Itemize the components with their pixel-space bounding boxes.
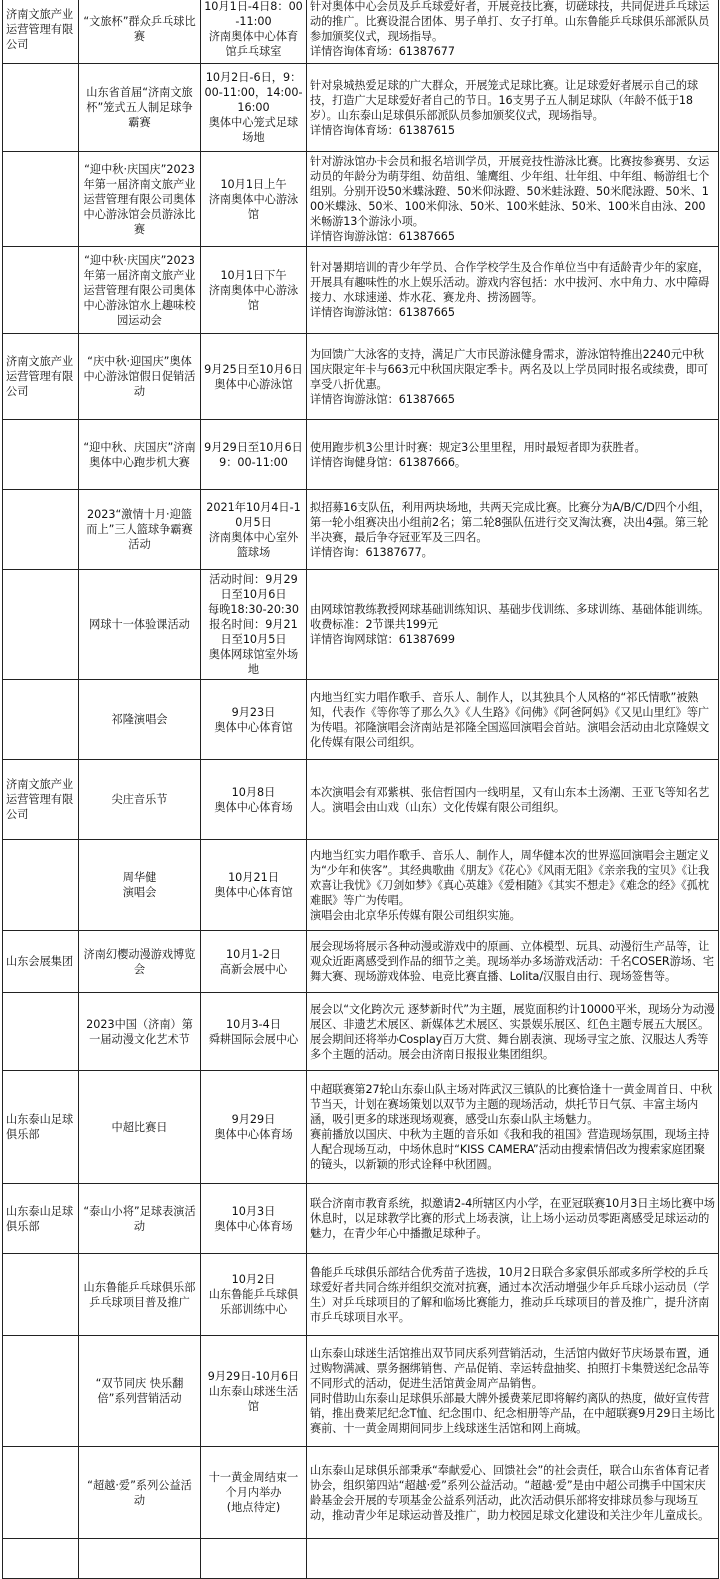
organizer-cell	[3, 64, 79, 152]
event-time-place-cell: 2021年10月4日-10月5日 济南奥体中心室外篮球场	[201, 490, 307, 570]
event-name-cell: 2023中国（济南）第一届动漫文化艺术节	[79, 993, 201, 1071]
event-time-place-cell: 10月1日-4日8：00-11:00 济南奥体中心体育馆乒乓球室	[201, 0, 307, 64]
organizer-cell: 山东会展集团	[3, 931, 79, 993]
table-row	[3, 760, 719, 840]
events-table-body	[3, 0, 719, 1579]
event-name-cell: 2023“激情十月·迎篮而上”三人篮球争霸赛活动	[79, 490, 201, 570]
table-row	[3, 152, 719, 247]
event-description-cell: 联合济南市教育系统，拟邀请2-4所辖区内小学，在亚冠联赛10月3日主场比赛中场休息时，以足球教学比赛的形式上场表演，让上场小运动员零距离感受足球运动的魅力，在青少年心中播撒足球种子。	[307, 1184, 719, 1254]
event-name-cell	[79, 1539, 201, 1579]
table-row	[3, 680, 719, 760]
table-row	[3, 1447, 719, 1539]
organizer-cell	[3, 490, 79, 570]
event-time-place-cell: 10月1日下午 济南奥体中心游泳馆	[201, 247, 307, 334]
event-description-cell: 山东泰山足球俱乐部秉承“奉献爱心、回馈社会”的社会责任，联合山东省体育记者协会，组织第四站“超越·爱”系列公益活动。“超越·爱”是由中超公司携手中国宋庆龄基金会开展的专项基金公益系列活动，此次活动俱乐部将安排球员参与现场互动，推动青少年足球运动普及推广，助力校园足球文化建设和关注少年儿童成长。	[307, 1447, 719, 1539]
organizer-cell: 济南文旅产业运营管理有限公司	[3, 0, 79, 64]
table-row	[3, 1071, 719, 1184]
event-description-cell: 中超联赛第27轮山东泰山队主场对阵武汉三镇队的比赛恰逢十一黄金周首日、中秋节当天，计划在赛场策划以双节为主题的现场活动，烘托节日气氛、丰富主场内涵，吸引更多的球迷现场观赛，感受山东泰山队主场魅力。 赛前播放以国庆、中秋为主题的音乐如《我和我的祖国》营造现场氛围，现场主持人配合现场互动，中场休息时“KISS CAMERA”活动由搜索情侣改为搜索家庭团聚的镜头，以新颖的形式诠释中秋团圆。	[307, 1071, 719, 1184]
organizer-cell	[3, 1447, 79, 1539]
organizer-cell	[3, 840, 79, 931]
table-row	[3, 931, 719, 993]
event-description-cell: 内地当红实力唱作歌手、音乐人、制作人，周华健本次的世界巡回演唱会主题定义为“少年和侠客”。其经典歌曲《朋友》《花心》《风雨无阻》《亲亲我的宝贝》《让我欢喜让我忧》《刀剑如梦》《真心英雄》《爱相随》《其实不想走》《难念的经》《孤枕难眠》等广为传唱。 演唱会由北京华乐传媒有限公司组织实施。	[307, 840, 719, 931]
event-name-cell: “迎中秋·庆国庆”2023年第一届济南文旅产业运营管理有限公司奥体中心游泳馆水上趣味校园运动会	[79, 247, 201, 334]
table-row	[3, 490, 719, 570]
table-row	[3, 993, 719, 1071]
organizer-cell	[3, 993, 79, 1071]
event-time-place-cell: 10月3日 奥体中心体育场	[201, 1184, 307, 1254]
event-description-cell: 鲁能乒乓球俱乐部结合优秀苗子选拔，10月2日联合多家俱乐部或多所学校的乒乓球爱好者共同合练并组织交流对抗赛，通过本次活动增强少年乒乓球小运动员（学生）对乒乓球项目的了解和临场比赛能力，推动乒乓球项目的普及推广，提升济南市乒乓球项目水平。	[307, 1254, 719, 1336]
event-description-cell: 针对泉城热爱足球的广大群众，开展笼式足球比赛。让足球爱好者展示自己的球技，打造广大足球爱好者自己的节日。16支男子五人制足球队（年龄不低于18岁）。山东泰山足球俱乐部派队员参加颁奖仪式，现场指导。 详情咨询体育场：61387615	[307, 64, 719, 152]
table-row	[3, 1336, 719, 1447]
event-time-place-cell: 9月29日 奥体中心体育场	[201, 1071, 307, 1184]
event-description-cell: 拟招募16支队伍，利用两块场地，共两天完成比赛。比赛分为A/B/C/D四个小组，第一轮小组赛决出小组前2名；第二轮8强队伍进行交叉淘汰赛，决出4强。第三轮半决赛，最后争夺冠亚军及三四名。 详情咨询：61387677。	[307, 490, 719, 570]
table-row	[3, 1539, 719, 1579]
event-description-cell: 展会以“文化跨次元 逐梦新时代”为主题，展览面积约计10000平米，现场分为动漫展区、非遗艺术展区、新媒体艺术展区、实景娱乐展区、红色主题专展五大展区。展会期间还将举办Cosplay百万大赏、舞台剧表演、现场寻宝之旅、汉服达人秀等多个主题的活动。展会由济南日报报业集团组织。	[307, 993, 719, 1071]
event-description-cell: 本次演唱会有邓紫棋、张信哲国内一线明星，又有山东本土汤潮、王亚飞等知名艺人。演唱会由山戏（山东）文化传媒有限公司组织。	[307, 760, 719, 840]
event-name-cell: 祁隆演唱会	[79, 680, 201, 760]
event-time-place-cell: 9月29日至10月6日 9：00-11:00	[201, 420, 307, 490]
organizer-cell	[3, 1539, 79, 1579]
event-name-cell: “文旅杯”群众乒乓球比赛	[79, 0, 201, 64]
event-time-place-cell: 10月1日上午 济南奥体中心游泳馆	[201, 152, 307, 247]
event-description-cell: 针对游泳馆办卡会员和报名培训学员，开展竞技性游泳比赛。比赛按参赛男、女运动员的年龄分为萌芽组、幼苗组、雏鹰组、少年组、壮年组、中年组、畅游组七个组别。分别开设50米蝶泳蹬、50米仰泳蹬、50米蛙泳蹬、50米爬泳蹬、50米、100米蝶泳、50米、100米仰泳、50米、100米蛙泳、50米、100米自由泳、200米畅游13个游泳小项。 详情咨询游泳馆：61387665	[307, 152, 719, 247]
event-name-cell: 周华健 演唱会	[79, 840, 201, 931]
event-time-place-cell: 10月8日 奥体中心体育场	[201, 760, 307, 840]
event-name-cell: 网球十一体验课活动	[79, 570, 201, 680]
event-description-cell: 使用跑步机3公里计时赛：规定3公里里程，用时最短者即为获胜者。 详情咨询健身馆：61387666。	[307, 420, 719, 490]
event-name-cell: “迎中秋、庆国庆”济南奥体中心跑步机大赛	[79, 420, 201, 490]
organizer-cell	[3, 152, 79, 247]
event-time-place-cell: 9月25日至10月6日 奥体中心游泳馆	[201, 334, 307, 420]
event-name-cell: 中超比赛日	[79, 1071, 201, 1184]
organizer-cell: 山东泰山足球俱乐部	[3, 1071, 79, 1184]
event-time-place-cell: 10月3-4日 舜耕国际会展中心	[201, 993, 307, 1071]
organizer-cell: 济南文旅产业运营管理有限公司	[3, 334, 79, 420]
event-name-cell: “双节同庆 快乐翻倍”系列营销活动	[79, 1336, 201, 1447]
table-row	[3, 1254, 719, 1336]
event-time-place-cell: 9月23日 奥体中心体育馆	[201, 680, 307, 760]
event-description-cell: 针对奥体中心会员及乒乓球爱好者，开展竞技比赛，切磋球技，共同促进乒乓球运动的推广。比赛设混合团体、男子单打、女子打单。山东鲁能乒乓球俱乐部派队员参加颁奖仪式，现场指导。 详情咨询体育场：61387677	[307, 0, 719, 64]
organizer-cell	[3, 570, 79, 680]
table-row	[3, 840, 719, 931]
event-time-place-cell: 10月21日 奥体中心体育馆	[201, 840, 307, 931]
organizer-cell	[3, 247, 79, 334]
event-description-cell: 由网球馆教练教授网球基础训练知识、基础步伐训练、多球训练、基础体能训练。 收费标准：2节课共199元 详情咨询网球馆：61387699	[307, 570, 719, 680]
event-name-cell: “超越·爱”系列公益活动	[79, 1447, 201, 1539]
table-row	[3, 247, 719, 334]
event-time-place-cell: 10月2日-6日，9：00-11:00，14:00-16:00 奥体中心笼式足球场地	[201, 64, 307, 152]
event-name-cell: “庆中秋·迎国庆”奥体中心游泳馆假日促销活动	[79, 334, 201, 420]
event-name-cell: 尖庄音乐节	[79, 760, 201, 840]
table-row	[3, 64, 719, 152]
event-time-place-cell: 活动时间：9月29日至10月6日 每晚18:30-20:30 报名时间：9月21日至10月5日 奥体网球馆室外场地	[201, 570, 307, 680]
event-time-place-cell: 十一黄金周结束一个月内举办 (地点待定)	[201, 1447, 307, 1539]
event-description-cell: 为回馈广大泳客的支持，满足广大市民游泳健身需求，游泳馆特推出2240元中秋国庆限定年卡与663元中秋国庆限定季卡。两名及以上学员同时报名或续费，即可享受八折优惠。 详情咨询游泳馆：61387665	[307, 334, 719, 420]
table-row	[3, 1184, 719, 1254]
event-time-place-cell	[201, 1539, 307, 1579]
event-name-cell: 山东省首届“济南文旅杯”笼式五人制足球争霸赛	[79, 64, 201, 152]
event-name-cell: 山东鲁能乒乓球俱乐部乒乓球项目普及推广	[79, 1254, 201, 1336]
event-time-place-cell: 9月29日-10月6日 山东泰山球迷生活馆	[201, 1336, 307, 1447]
table-row	[3, 0, 719, 64]
event-name-cell: 济南幻樱动漫游戏博览会	[79, 931, 201, 993]
event-description-cell: 山东泰山球迷生活馆推出双节同庆系列营销活动，生活馆内做好节庆场景布置，通过购物满减、票务捆绑销售、产品促销、幸运转盘抽奖、拍照打卡集赞送纪念品等不同形式的活动，促进生活馆黄金周产品销售。 同时借助山东泰山足球俱乐部最大牌外援费莱尼即将解约离队的热度，做好宣传营销，推出费莱尼纪念T恤、纪念围巾、纪念相册等产品，在中超联赛9月29日主场比赛前、十一黄金周期间同步上线球迷生活馆和网上商城。	[307, 1336, 719, 1447]
event-description-cell: 内地当红实力唱作歌手、音乐人、制作人，以其独具个人风格的“祁氏情歌”被熟知，代表作《等你等了那么久》《人生路》《问佛》《阿爸阿妈》《又见山里红》等广为传唱。祁隆演唱会济南站是祁隆全国巡回演唱会首站。演唱会活动由北京隆娱文化传媒有限公司组织。	[307, 680, 719, 760]
organizer-cell: 山东泰山足球俱乐部	[3, 1184, 79, 1254]
event-time-place-cell: 10月1-2日 高新会展中心	[201, 931, 307, 993]
event-description-cell: 针对暑期培训的青少年学员、合作学校学生及合作单位当中有适龄青少年的家庭，开展具有趣味性的水上娱乐活动。游戏内容包括：水中拔河、水中角力、水中障碍接力、水球速递、炸水花、赛龙舟、捞汤圆等。 详情咨询游泳馆：61387665	[307, 247, 719, 334]
organizer-cell	[3, 420, 79, 490]
organizer-cell	[3, 680, 79, 760]
organizer-cell	[3, 1336, 79, 1447]
organizer-cell	[3, 1254, 79, 1336]
event-name-cell: “泰山小将”足球表演活动	[79, 1184, 201, 1254]
event-time-place-cell: 10月2日 山东鲁能乒乓球俱乐部训练中心	[201, 1254, 307, 1336]
event-description-cell: 展会现场将展示各种动漫或游戏中的原画、立体模型、玩具、动漫衍生产品等，让观众近距离感受到作品的细节之美。现场举办多场游戏活动：千名COSER游场、宅舞大赛、现场游戏体验、电竞比赛直播、Lolita/汉服自由行、现场签售等。	[307, 931, 719, 993]
event-name-cell: “迎中秋·庆国庆”2023年第一届济南文旅产业运营管理有限公司奥体中心游泳馆会员游泳比赛	[79, 152, 201, 247]
organizer-cell: 济南文旅产业运营管理有限公司	[3, 760, 79, 840]
events-table	[2, 0, 719, 1579]
table-row	[3, 420, 719, 490]
event-description-cell	[307, 1539, 719, 1579]
table-row	[3, 570, 719, 680]
table-row	[3, 334, 719, 420]
